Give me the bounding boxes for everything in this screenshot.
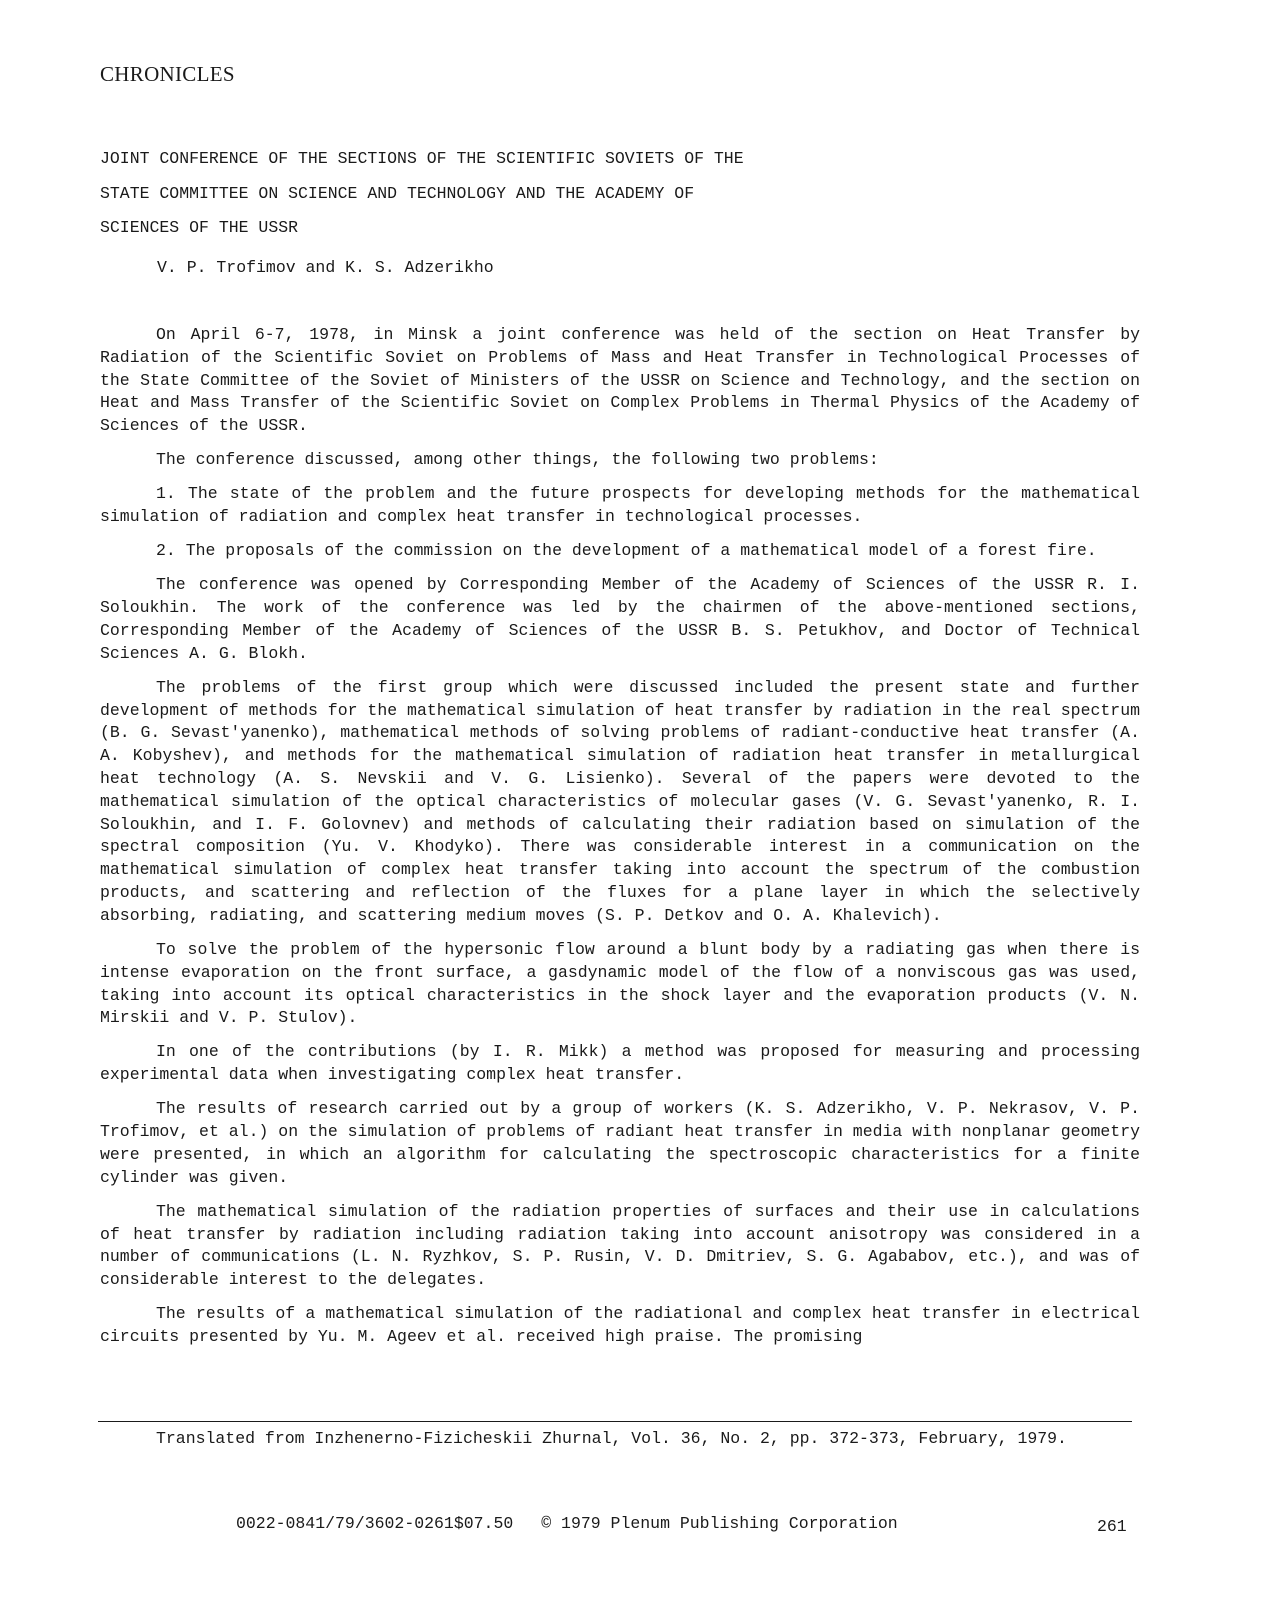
section-heading: CHRONICLES bbox=[100, 62, 235, 86]
paragraph: The conference was opened by Corresponding Member of the Academy of Sciences of the USSR R. I. Soloukhin. The work of the conference was led by the chairmen of the above-mentioned sections, Corresponding Member of the Academy of Sciences of the USSR B. S. Petukhov, and Doctor of Technical Sciences A. G. Blokh. bbox=[100, 575, 1140, 663]
footnote-divider bbox=[98, 1421, 1132, 1422]
page-number: 261 bbox=[1097, 1517, 1127, 1536]
article-authors: V. P. Trofimov and K. S. Adzerikho bbox=[157, 258, 494, 277]
paragraph: On April 6-7, 1978, in Minsk a joint conference was held of the section on Heat Transfer by Radiation of the Scientific Soviet on Problems of Mass and Heat Transfer in Technological Processes of the State Committee of the Soviet of Ministers of the USSR on Science and Technology, and the section on Heat and Mass Transfer of the Scientific Soviet on Complex Problems in Thermal Physics of the Academy of Sciences of the USSR. bbox=[100, 325, 1140, 436]
article-title bbox=[100, 142, 860, 246]
paragraph: In one of the contributions (by I. R. Mikk) a method was proposed for measuring and processing experimental data when investigating complex heat transfer. bbox=[100, 1042, 1140, 1085]
publication-line bbox=[236, 1514, 898, 1533]
paragraph: The mathematical simulation of the radiation properties of surfaces and their use in calculations of heat transfer by radiation including radiation taking into account anisotropy was considered in a number of communications (L. N. Ryzhkov, S. P. Rusin, V. D. Dmitriev, S. G. Agababov, etc.), and was of considerable interest to the delegates. bbox=[100, 1201, 1140, 1290]
paragraph: 2. The proposals of the commission on the development of a mathematical model of a forest fire. bbox=[156, 541, 1097, 561]
title-line: SCIENCES OF THE USSR bbox=[100, 218, 299, 237]
title-line: STATE COMMITTEE ON SCIENCE AND TECHNOLOGY AND THE ACADEMY OF bbox=[100, 183, 695, 203]
paragraph: The results of research carried out by a group of workers (K. S. Adzerikho, V. P. Nekrasov, V. P. Trofimov, et al.) on the simulation of problems of radiant heat transfer in media with nonplanar geometry were presented, in which an algorithm for calculating the spectroscopic characteristics for a finite cylinder was given. bbox=[100, 1099, 1140, 1187]
copyright-notice: © 1979 Plenum Publishing Corporation bbox=[541, 1514, 898, 1533]
paragraph: To solve the problem of the hypersonic flow around a blunt body by a radiating gas when there is intense evaporation on the front surface, a gasdynamic model of the flow of a nonviscous gas was used, taking into account its optical characteristics in the shock layer and the evaporation products (V. N. Mirskii and V. P. Stulov). bbox=[100, 939, 1140, 1028]
title-line: JOINT CONFERENCE OF THE SECTIONS OF THE SCIENTIFIC SOVIETS OF THE bbox=[100, 149, 744, 168]
paragraph: The results of a mathematical simulation of the radiational and complex heat transfer in electrical circuits presented by Yu. M. Ageev et al. received high praise. The promising bbox=[100, 1304, 1140, 1347]
paragraph: The problems of the first group which were discussed included the present state and further development of methods for the mathematical simulation of heat transfer by radiation in the real spectrum (B. G. Sevast'yanenko), mathematical methods of solving problems of radiant-conductive heat transfer (A. A. Kobyshev), and methods for the mathematical simulation of radiation heat transfer in metallurgical heat technology (A. S. Nevskii and V. G. Lisienko). Several of the papers were devoted to the mathematical simulation of the optical characteristics of molecular gases (V. G. Sevast'yanenko, R. I. Soloukhin, and I. F. Golovnev) and methods of calculating their radiation based on simulation of the spectral composition (Yu. V. Khodyko). There was considerable interest in a communication on the mathematical simulation of complex heat transfer taking into account the spectrum of the combustion products, and scattering and reflection of the fluxes for a plane layer in which the selectively absorbing, radiating, and scattering medium moves (S. P. Detkov and O. A. Khalevich). bbox=[100, 677, 1140, 925]
paragraph: The conference discussed, among other things, the following two problems: bbox=[156, 450, 879, 470]
paragraph: 1. The state of the problem and the future prospects for developing methods for the mathematical simulation of radiation and complex heat transfer in technological processes. bbox=[100, 484, 1140, 527]
translation-footnote: Translated from Inzhenerno-Fizicheskii Zhurnal, Vol. 36, No. 2, pp. 372-373, February, 1979. bbox=[156, 1429, 1067, 1448]
article-body bbox=[100, 324, 1140, 1360]
price-code: 0022-0841/79/3602-0261$07.50 bbox=[236, 1514, 514, 1533]
